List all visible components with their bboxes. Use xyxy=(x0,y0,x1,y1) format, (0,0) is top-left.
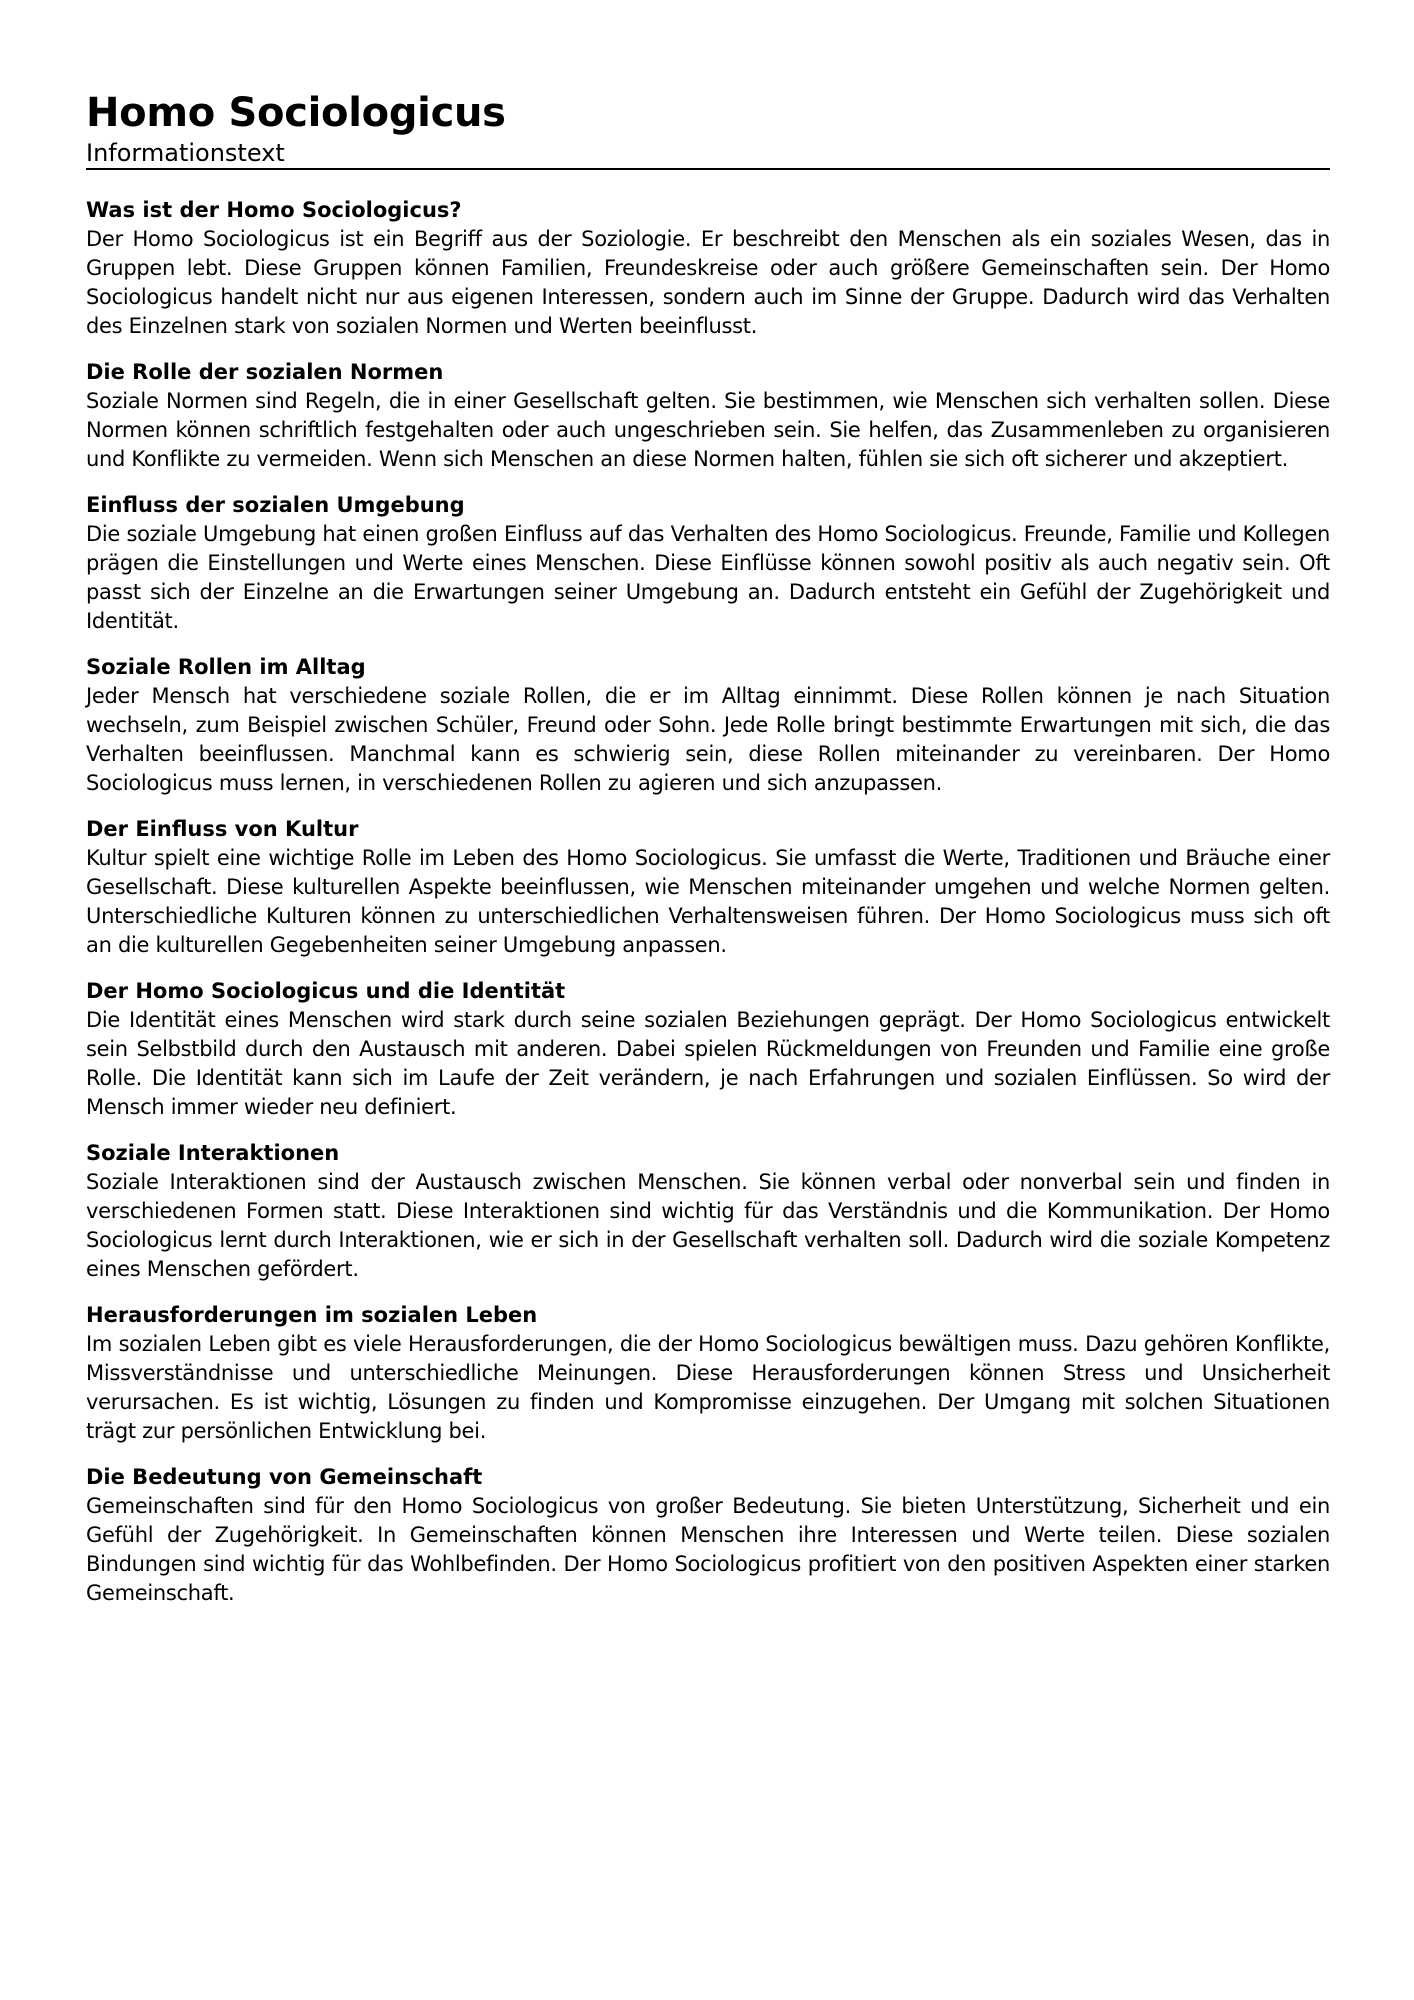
section-paragraph: Jeder Mensch hat verschiedene soziale Rollen, die er im Alltag einnimmt. Diese Rollen können je nach Situation wechseln, zum Beispiel zwischen Schüler, Freund oder Sohn. Jede Rolle bringt bestimmte Erwartungen mit sich, die das Verhalten beeinflussen. Manchmal kann es schwierig sein, diese Rollen miteinander zu vereinbaren. Der Homo Sociologicus muss lernen, in verschiedenen Rollen zu agieren und sich anzupassen. xyxy=(86,684,1330,795)
section-rolle-sozialer-normen xyxy=(86,358,1330,474)
section-paragraph: Im sozialen Leben gibt es viele Herausforderungen, die der Homo Sociologicus bewältigen muss. Dazu gehören Konflikte, Missverständnisse und unterschiedliche Meinungen. Diese Herausforderungen können Stress und Unsicherheit verursachen. Es ist wichtig, Lösungen zu finden und Kompromisse einzugehen. Der Umgang mit solchen Situationen trägt zur persönlichen Entwicklung bei. xyxy=(86,1332,1330,1443)
section-soziale-rollen-alltag xyxy=(86,653,1330,798)
document-subtitle: Informationstext xyxy=(86,139,285,167)
section-paragraph: Gemeinschaften sind für den Homo Sociologicus von großer Bedeutung. Sie bieten Unterstützung, Sicherheit und ein Gefühl der Zugehörigkeit. In Gemeinschaften können Menschen ihre Interessen und Werte teilen. Diese sozialen Bindungen sind wichtig für das Wohlbefinden. Der Homo Sociologicus profitiert von den positiven Aspekten einer starken Gemeinschaft. xyxy=(86,1494,1330,1605)
section-heading: Was ist der Homo Sociologicus? xyxy=(86,198,462,222)
document-header xyxy=(86,88,1330,170)
section-paragraph: Soziale Normen sind Regeln, die in einer Gesellschaft gelten. Sie bestimmen, wie Menschen sich verhalten sollen. Diese Normen können schriftlich festgehalten oder auch ungeschrieben sein. Sie helfen, das Zusammenleben zu organisieren und Konflikte zu vermeiden. Wenn sich Menschen an diese Normen halten, fühlen sie sich oft sicherer und akzeptiert. xyxy=(86,389,1330,471)
section-was-ist-homo-sociologicus xyxy=(86,196,1330,341)
section-paragraph: Soziale Interaktionen sind der Austausch zwischen Menschen. Sie können verbal oder nonverbal sein und finden in verschiedenen Formen statt. Diese Interaktionen sind wichtig für das Verständnis und die Kommunikation. Der Homo Sociologicus lernt durch Interaktionen, wie er sich in der Gesellschaft verhalten soll. Dadurch wird die soziale Kompetenz eines Menschen gefördert. xyxy=(86,1170,1330,1281)
section-herausforderungen xyxy=(86,1301,1330,1446)
section-heading: Die Bedeutung von Gemeinschaft xyxy=(86,1465,483,1489)
document-title: Homo Sociologicus xyxy=(86,90,506,136)
section-paragraph: Die Identität eines Menschen wird stark durch seine sozialen Beziehungen geprägt. Der Homo Sociologicus entwickelt sein Selbstbild durch den Austausch mit anderen. Dabei spielen Rückmeldungen von Freunden und Familie eine große Rolle. Die Identität kann sich im Laufe der Zeit verändern, je nach Erfahrungen und sozialen Einflüssen. So wird der Mensch immer wieder neu definiert. xyxy=(86,1008,1330,1119)
section-paragraph: Die soziale Umgebung hat einen großen Einfluss auf das Verhalten des Homo Sociologicus. Freunde, Familie und Kollegen prägen die Einstellungen und Werte eines Menschen. Diese Einflüsse können sowohl positiv als auch negativ sein. Oft passt sich der Einzelne an die Erwartungen seiner Umgebung an. Dadurch entsteht ein Gefühl der Zugehörigkeit und Identität. xyxy=(86,522,1330,633)
section-heading: Herausforderungen im sozialen Leben xyxy=(86,1303,538,1327)
section-paragraph: Kultur spielt eine wichtige Rolle im Leben des Homo Sociologicus. Sie umfasst die Werte, Traditionen und Bräuche einer Gesellschaft. Diese kulturellen Aspekte beeinflussen, wie Menschen miteinander umgehen und welche Normen gelten. Unterschiedliche Kulturen können zu unterschiedlichen Verhaltensweisen führen. Der Homo Sociologicus muss sich oft an die kulturellen Gegebenheiten seiner Umgebung anpassen. xyxy=(86,846,1330,957)
document-page xyxy=(86,88,1330,1625)
section-einfluss-sozialer-umgebung xyxy=(86,491,1330,636)
section-einfluss-kultur xyxy=(86,815,1330,960)
section-heading: Der Einfluss von Kultur xyxy=(86,817,359,841)
section-heading: Soziale Rollen im Alltag xyxy=(86,655,366,679)
section-heading: Der Homo Sociologicus und die Identität xyxy=(86,979,566,1003)
section-bedeutung-gemeinschaft xyxy=(86,1463,1330,1608)
section-soziale-interaktionen xyxy=(86,1139,1330,1284)
section-heading: Die Rolle der sozialen Normen xyxy=(86,360,444,384)
section-heading: Soziale Interaktionen xyxy=(86,1141,340,1165)
section-heading: Einfluss der sozialen Umgebung xyxy=(86,493,465,517)
document-body xyxy=(86,196,1330,1608)
section-paragraph: Der Homo Sociologicus ist ein Begriff aus der Soziologie. Er beschreibt den Menschen als ein soziales Wesen, das in Gruppen lebt. Diese Gruppen können Familien, Freundeskreise oder auch größere Gemeinschaften sein. Der Homo Sociologicus handelt nicht nur aus eigenen Interessen, sondern auch im Sinne der Gruppe. Dadurch wird das Verhalten des Einzelnen stark von sozialen Normen und Werten beeinflusst. xyxy=(86,227,1330,338)
section-identitaet xyxy=(86,977,1330,1122)
header-divider xyxy=(86,168,1330,170)
